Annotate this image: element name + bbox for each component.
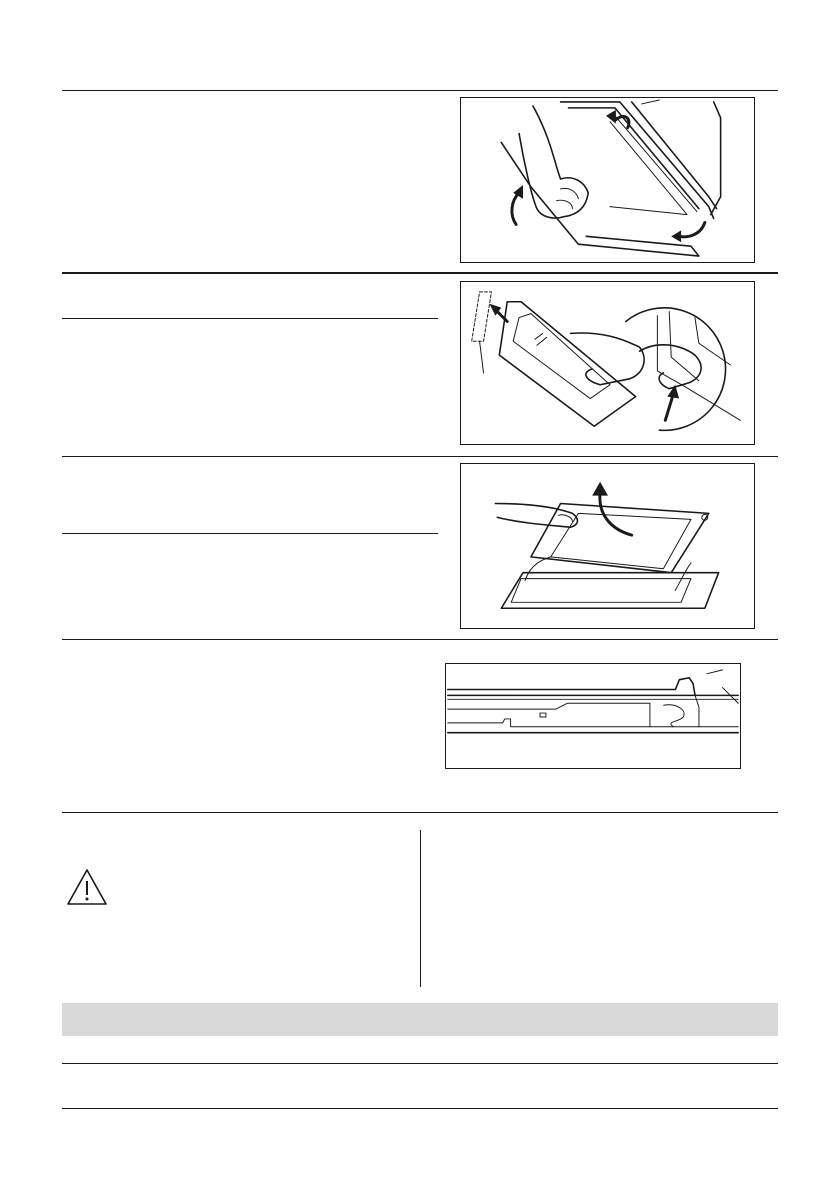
separator-step-3-sub [62, 533, 438, 534]
column-divider [420, 830, 421, 987]
separator-step-4 [62, 639, 778, 640]
figure-door-removal [460, 97, 755, 263]
separator-step-2 [62, 272, 778, 274]
separator-warning [62, 812, 778, 813]
table-row-separator [62, 1063, 778, 1064]
table-header-bar [62, 1003, 778, 1036]
figure-panel-seating [445, 663, 741, 769]
warning-triangle-icon [66, 868, 108, 906]
table-bottom-border [62, 1108, 778, 1109]
separator-step-2-sub [62, 318, 438, 319]
separator-top [62, 90, 778, 91]
figure-door-trim [460, 281, 755, 445]
figure-glass-panel [460, 463, 755, 629]
separator-step-3 [62, 456, 778, 457]
